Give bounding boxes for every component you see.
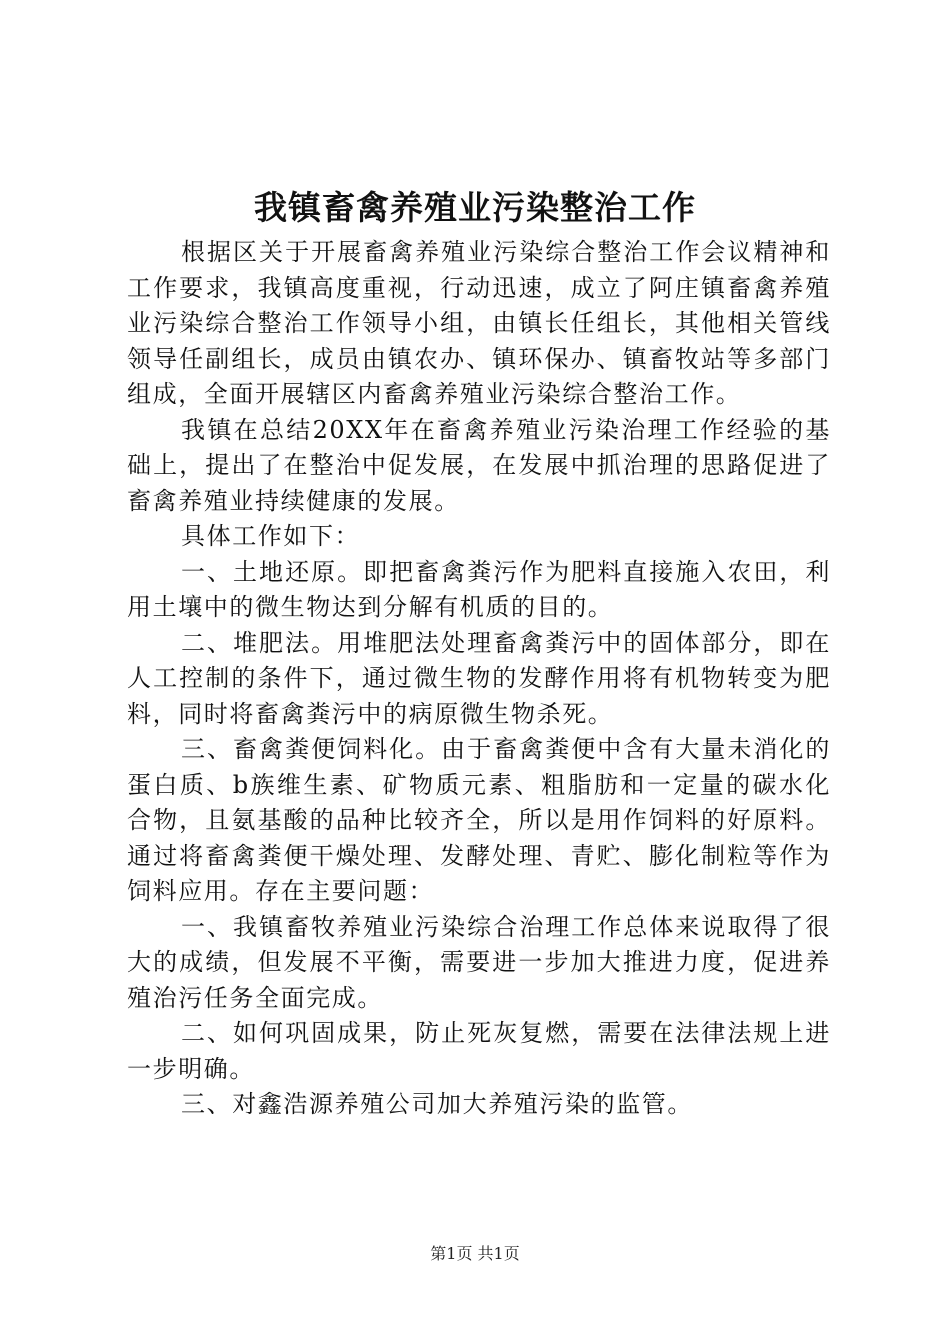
- paragraph: 三、对鑫浩源养殖公司加大养殖污染的监管。: [181, 1090, 693, 1118]
- paragraph: 三、畜禽粪便饲料化。由于畜禽粪便中含有大量未消化的蛋白质、b族维生素、矿物质元素、粗脂肪和一定量的碳水化合物，且氨基酸的品种比较齐全，所以是用作饲料的好原料。通过将畜禽粪便干燥处理、发酵处理、青贮、膨化制粒等作为饲料应用。存在主要问题：: [127, 735, 831, 905]
- paragraph: 我镇在总结20XX年在畜禽养殖业污染治理工作经验的基础上，提出了在整治中促发展，在发展中抓治理的思路促进了畜禽养殖业持续健康的发展。: [127, 415, 831, 515]
- paragraph: 一、土地还原。即把畜禽粪污作为肥料直接施入农田，利用土壤中的微生物达到分解有机质的目的。: [127, 557, 831, 621]
- document-title: 我镇畜禽养殖业污染整治工作: [254, 188, 696, 227]
- paragraph: 根据区关于开展畜禽养殖业污染综合整治工作会议精神和工作要求，我镇高度重视，行动迅速，成立了阿庄镇畜禽养殖业污染综合整治工作领导小组，由镇长任组长，其他相关管线领导任副组长，成员由镇农办、镇环保办、镇畜牧站等多部门组成，全面开展辖区内畜禽养殖业污染综合整治工作。: [127, 238, 831, 408]
- paragraph: 二、堆肥法。用堆肥法处理畜禽粪污中的固体部分，即在人工控制的条件下，通过微生物的发酵作用将有机物转变为肥料，同时将畜禽粪污中的病原微生物杀死。: [127, 628, 831, 728]
- paragraph: 具体工作如下：: [181, 522, 361, 550]
- paragraph: 一、我镇畜牧养殖业污染综合治理工作总体来说取得了很大的成绩，但发展不平衡，需要进一步加大推进力度，促进养殖治污任务全面完成。: [127, 912, 831, 1012]
- paragraph: 二、如何巩固成果，防止死灰复燃，需要在法律法规上进一步明确。: [127, 1019, 831, 1083]
- page-footer: 第1页 共1页: [430, 1244, 520, 1263]
- document-body: [127, 235, 831, 1123]
